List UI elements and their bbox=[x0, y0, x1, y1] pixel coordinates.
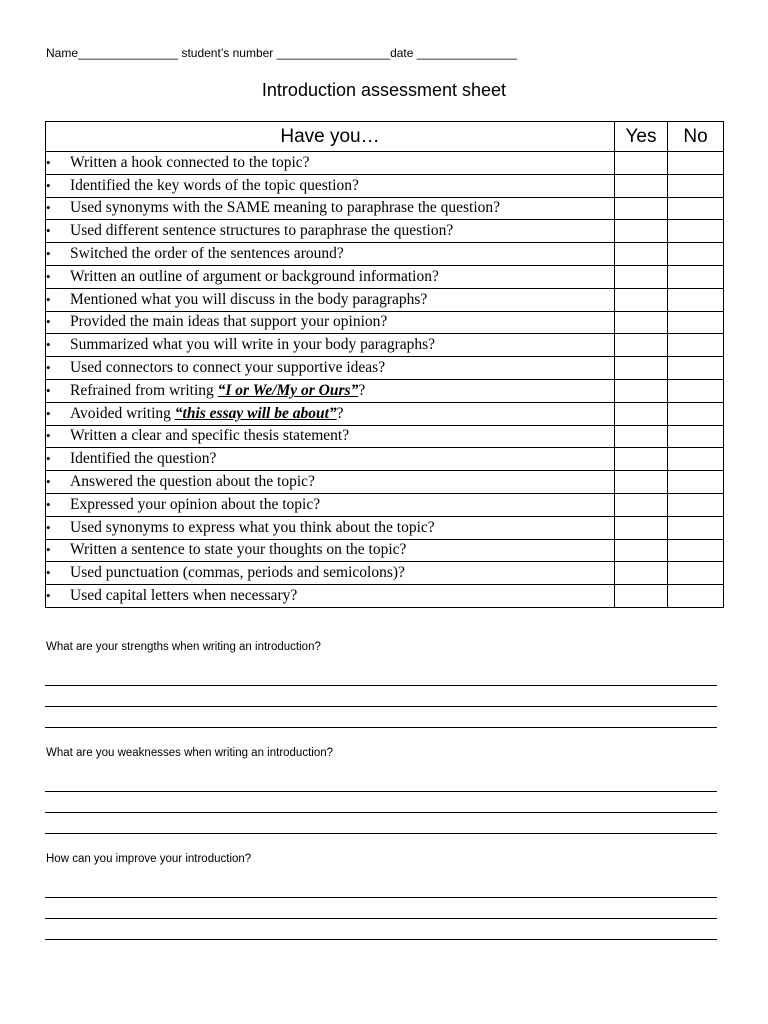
checklist-item bbox=[46, 448, 615, 471]
checklist-item bbox=[46, 197, 615, 220]
no-checkbox-cell[interactable] bbox=[668, 448, 724, 471]
yes-checkbox-cell[interactable] bbox=[615, 585, 668, 608]
item-text: Identified the key words of the topic question? bbox=[70, 176, 359, 194]
yes-checkbox-cell[interactable] bbox=[615, 402, 668, 425]
page-title: Introduction assessment sheet bbox=[261, 80, 507, 100]
yes-checkbox-cell[interactable] bbox=[615, 334, 668, 357]
bullet-icon: • bbox=[46, 542, 51, 558]
yes-checkbox-cell[interactable] bbox=[615, 288, 668, 311]
bullet-icon: • bbox=[46, 588, 51, 604]
table-row bbox=[46, 311, 724, 334]
no-checkbox-cell[interactable] bbox=[668, 243, 724, 266]
no-checkbox-cell[interactable] bbox=[668, 334, 724, 357]
yes-checkbox-cell[interactable] bbox=[615, 516, 668, 539]
item-text: Used synonyms with the SAME meaning to paraphrase the question? bbox=[70, 199, 501, 217]
yes-checkbox-cell[interactable] bbox=[615, 448, 668, 471]
no-checkbox-cell[interactable] bbox=[668, 425, 724, 448]
no-checkbox-cell[interactable] bbox=[668, 585, 724, 608]
column-header-no: No bbox=[668, 122, 724, 152]
item-text: Summarized what you will write in your body paragraphs? bbox=[70, 336, 436, 354]
yes-checkbox-cell[interactable] bbox=[615, 220, 668, 243]
no-checkbox-cell[interactable] bbox=[668, 288, 724, 311]
yes-checkbox-cell[interactable] bbox=[615, 265, 668, 288]
table-row bbox=[46, 174, 724, 197]
question-strengths: What are your strengths when writing an introduction? bbox=[46, 641, 321, 653]
item-emphasis: “I or We/My or Ours” bbox=[217, 381, 359, 399]
item-text: Avoided writing bbox=[70, 404, 175, 422]
bullet-icon: • bbox=[46, 291, 51, 307]
table-row bbox=[46, 288, 724, 311]
checklist-item bbox=[46, 174, 615, 197]
bullet-icon: • bbox=[46, 200, 51, 216]
bullet-icon: • bbox=[46, 246, 51, 262]
checklist-item bbox=[46, 471, 615, 494]
answer-line[interactable] bbox=[45, 918, 717, 919]
question-weaknesses: What are you weaknesses when writing an introduction? bbox=[46, 747, 334, 759]
item-text: Written a sentence to state your thoughts on the topic? bbox=[70, 541, 407, 559]
item-text: Provided the main ideas that support your opinion? bbox=[70, 313, 388, 331]
bullet-icon: • bbox=[46, 496, 51, 512]
table-row bbox=[46, 379, 724, 402]
item-text: Used different sentence structures to paraphrase the question? bbox=[70, 222, 454, 240]
yes-checkbox-cell[interactable] bbox=[615, 493, 668, 516]
bullet-icon: • bbox=[46, 177, 51, 193]
bullet-icon: • bbox=[46, 451, 51, 467]
assessment-checklist-table bbox=[45, 121, 724, 608]
checklist-item bbox=[46, 265, 615, 288]
checklist-item bbox=[46, 379, 615, 402]
no-checkbox-cell[interactable] bbox=[668, 197, 724, 220]
table-row bbox=[46, 243, 724, 266]
answer-line[interactable] bbox=[45, 939, 717, 940]
table-row bbox=[46, 448, 724, 471]
no-checkbox-cell[interactable] bbox=[668, 516, 724, 539]
yes-checkbox-cell[interactable] bbox=[615, 243, 668, 266]
no-checkbox-cell[interactable] bbox=[668, 471, 724, 494]
item-text: Written an outline of argument or background information? bbox=[70, 267, 439, 285]
yes-checkbox-cell[interactable] bbox=[615, 152, 668, 175]
table-header-row bbox=[46, 122, 724, 152]
table-row bbox=[46, 265, 724, 288]
checklist-item bbox=[46, 243, 615, 266]
checklist-item bbox=[46, 516, 615, 539]
checklist-item bbox=[46, 311, 615, 334]
table-row bbox=[46, 357, 724, 380]
checklist-item bbox=[46, 288, 615, 311]
table-row bbox=[46, 516, 724, 539]
table-row bbox=[46, 425, 724, 448]
item-text: Used capital letters when necessary? bbox=[70, 587, 298, 605]
table-row bbox=[46, 220, 724, 243]
no-checkbox-cell[interactable] bbox=[668, 265, 724, 288]
table-row bbox=[46, 334, 724, 357]
bullet-icon: • bbox=[46, 565, 51, 581]
yes-checkbox-cell[interactable] bbox=[615, 357, 668, 380]
column-header-item: Have you… bbox=[46, 122, 615, 152]
checklist-item bbox=[46, 152, 615, 175]
yes-checkbox-cell[interactable] bbox=[615, 539, 668, 562]
column-header-yes: Yes bbox=[615, 122, 668, 152]
bullet-icon: • bbox=[46, 223, 51, 239]
checklist-item bbox=[46, 562, 615, 585]
answer-line[interactable] bbox=[45, 791, 717, 792]
item-text: Written a hook connected to the topic? bbox=[70, 153, 310, 171]
no-checkbox-cell[interactable] bbox=[668, 562, 724, 585]
item-text: Used connectors to connect your supportive ideas? bbox=[70, 359, 386, 377]
question-improvement: How can you improve your introduction? bbox=[46, 853, 252, 865]
yes-checkbox-cell[interactable] bbox=[615, 471, 668, 494]
item-text: Written a clear and specific thesis statement? bbox=[70, 427, 350, 445]
bullet-icon: • bbox=[46, 474, 51, 490]
checklist-item bbox=[46, 425, 615, 448]
checklist-item bbox=[46, 357, 615, 380]
bullet-icon: • bbox=[46, 405, 51, 421]
yes-checkbox-cell[interactable] bbox=[615, 379, 668, 402]
table-row bbox=[46, 539, 724, 562]
no-checkbox-cell[interactable] bbox=[668, 539, 724, 562]
item-text: Mentioned what you will discuss in the body paragraphs? bbox=[70, 290, 428, 308]
no-checkbox-cell[interactable] bbox=[668, 357, 724, 380]
bullet-icon: • bbox=[46, 519, 51, 535]
answer-line[interactable] bbox=[45, 685, 717, 686]
no-checkbox-cell[interactable] bbox=[668, 379, 724, 402]
bullet-icon: • bbox=[46, 382, 51, 398]
checklist-item bbox=[46, 402, 615, 425]
no-checkbox-cell[interactable] bbox=[668, 152, 724, 175]
table-row bbox=[46, 585, 724, 608]
answer-line[interactable] bbox=[45, 727, 717, 728]
bullet-icon: • bbox=[46, 314, 51, 330]
answer-line[interactable] bbox=[45, 833, 717, 834]
checklist-item bbox=[46, 334, 615, 357]
item-text: Refrained from writing bbox=[70, 381, 218, 399]
table-row bbox=[46, 493, 724, 516]
checklist-item bbox=[46, 539, 615, 562]
table-row bbox=[46, 152, 724, 175]
no-checkbox-cell[interactable] bbox=[668, 311, 724, 334]
yes-checkbox-cell[interactable] bbox=[615, 311, 668, 334]
table-row bbox=[46, 197, 724, 220]
bullet-icon: • bbox=[46, 337, 51, 353]
item-text: Expressed your opinion about the topic? bbox=[70, 495, 321, 513]
answer-line[interactable] bbox=[45, 897, 717, 898]
yes-checkbox-cell[interactable] bbox=[615, 562, 668, 585]
item-text: Switched the order of the sentences around? bbox=[70, 245, 344, 263]
answer-line[interactable] bbox=[45, 812, 717, 813]
bullet-icon: • bbox=[46, 428, 51, 444]
item-emphasis: “this essay will be about” bbox=[174, 404, 337, 422]
item-text: Used punctuation (commas, periods and semicolons)? bbox=[70, 564, 405, 582]
item-text: Identified the question? bbox=[70, 450, 217, 468]
student-info-line: Name_______________ student’s number _________________date _______________ bbox=[46, 46, 517, 60]
item-text: Answered the question about the topic? bbox=[70, 473, 315, 491]
table-row bbox=[46, 562, 724, 585]
yes-checkbox-cell[interactable] bbox=[615, 197, 668, 220]
no-checkbox-cell[interactable] bbox=[668, 402, 724, 425]
yes-checkbox-cell[interactable] bbox=[615, 425, 668, 448]
item-text-end: ? bbox=[336, 404, 344, 422]
no-checkbox-cell[interactable] bbox=[668, 174, 724, 197]
checklist-item bbox=[46, 493, 615, 516]
table-row bbox=[46, 471, 724, 494]
yes-checkbox-cell[interactable] bbox=[615, 174, 668, 197]
no-checkbox-cell[interactable] bbox=[668, 493, 724, 516]
checklist-item bbox=[46, 220, 615, 243]
item-text: Used synonyms to express what you think about the topic? bbox=[70, 518, 435, 536]
answer-line[interactable] bbox=[45, 706, 717, 707]
table-row bbox=[46, 402, 724, 425]
bullet-icon: • bbox=[46, 360, 51, 376]
checklist-body bbox=[46, 152, 724, 608]
item-text-end: ? bbox=[358, 381, 366, 399]
checklist-item bbox=[46, 585, 615, 608]
no-checkbox-cell[interactable] bbox=[668, 220, 724, 243]
bullet-icon: • bbox=[46, 154, 51, 170]
bullet-icon: • bbox=[46, 268, 51, 284]
